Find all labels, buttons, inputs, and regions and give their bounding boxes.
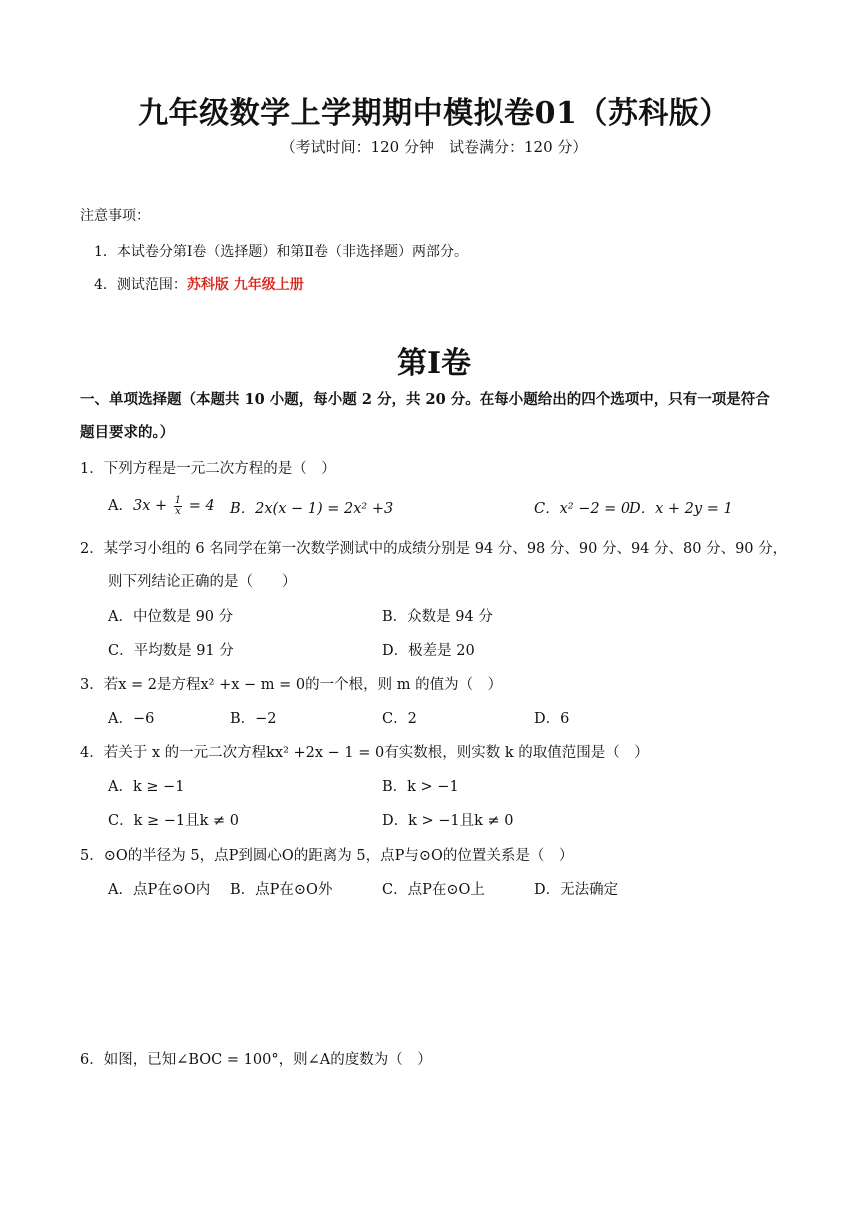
fraction	[174, 496, 182, 517]
question-1-option-c: C．x² −2 = 0	[534, 501, 631, 517]
question-5-stem: 5．⊙O的半径为 5，点P到圆心O的距离为 5，点P与⊙O的位置关系是（ ）	[80, 848, 574, 864]
question-3-stem: 3．若x = 2是方程x² +x − m = 0的一个根，则 m 的值为（ ）	[80, 677, 503, 693]
question-5-option-b: B．点P在⊙O外	[230, 882, 333, 898]
question-2-option-c: C．平均数是 91 分	[108, 643, 234, 659]
question-4-option-b: B．k > −1	[382, 779, 459, 795]
note-item-1: 1．本试卷分第Ⅰ卷（选择题）和第Ⅱ卷（非选择题）两部分。	[94, 244, 468, 260]
question-2-option-a: A．中位数是 90 分	[108, 609, 234, 625]
notes-heading: 注意事项：	[80, 208, 150, 224]
question-2-stem-line1: 2．某学习小组的 6 名同学在第一次数学测试中的成绩分别是 94 分、98 分、90 分、94 分、80 分、90 分，	[80, 541, 788, 557]
question-3-option-b: B．−2	[230, 711, 277, 727]
question-3-option-d: D．6	[534, 711, 570, 727]
question-5-option-a: A．点P在⊙O内	[108, 882, 211, 898]
question-4-option-d: D．k > −1且k ≠ 0	[382, 813, 514, 829]
test-scope: 苏科版 九年级上册	[186, 277, 304, 293]
question-2-option-b: B．众数是 94 分	[382, 609, 493, 625]
question-3-option-a: A．−6	[108, 711, 155, 727]
question-6-stem: 6．如图，已知∠BOC = 100°，则∠A的度数为（ ）	[80, 1052, 432, 1068]
note-item-4	[94, 274, 304, 294]
note-item-4-prefix: 4．测试范围：	[94, 277, 187, 293]
section-1-heading-line2: 题目要求的。）	[80, 424, 175, 441]
question-5-option-c: C．点P在⊙O上	[382, 882, 485, 898]
option-a-expr-post: = 4	[184, 498, 215, 514]
question-1-option-d: D．x + 2y = 1	[629, 501, 733, 517]
question-3-option-c: C．2	[382, 711, 417, 727]
fraction-numerator: 1	[174, 494, 182, 506]
question-2-option-d: D．极差是 20	[382, 643, 475, 659]
question-4-option-c: C．k ≥ −1且k ≠ 0	[108, 813, 240, 829]
question-1-stem: 1．下列方程是一元二次方程的是（ ）	[80, 461, 336, 477]
question-2-stem-line2: 则下列结论正确的是（ ）	[108, 574, 297, 590]
question-1-option-a	[108, 494, 215, 517]
question-4-stem: 4．若关于 x 的一元二次方程kx² +2x − 1 = 0有实数根，则实数 k 的取值范围是（ ）	[80, 745, 649, 761]
part-1-title: 第Ⅰ卷	[396, 346, 472, 381]
exam-info: （考试时间：120 分钟 试卷满分：120 分）	[280, 138, 588, 156]
option-label: A．	[108, 498, 133, 514]
option-a-expr-pre: 3x +	[132, 498, 172, 514]
fraction-denominator: x	[175, 505, 181, 517]
question-5-option-d: D．无法确定	[534, 882, 619, 898]
question-1-option-b: B．2x(x − 1) = 2x² +3	[230, 501, 394, 517]
section-1-heading-line1: 一、单项选择题（本题共 10 小题，每小题 2 分，共 20 分。在每小题给出的四个选项中，只有一项是符合	[80, 391, 770, 408]
question-4-option-a: A．k ≥ −1	[108, 779, 185, 795]
page-title: 九年级数学上学期期中模拟卷01（苏科版）	[138, 96, 730, 131]
